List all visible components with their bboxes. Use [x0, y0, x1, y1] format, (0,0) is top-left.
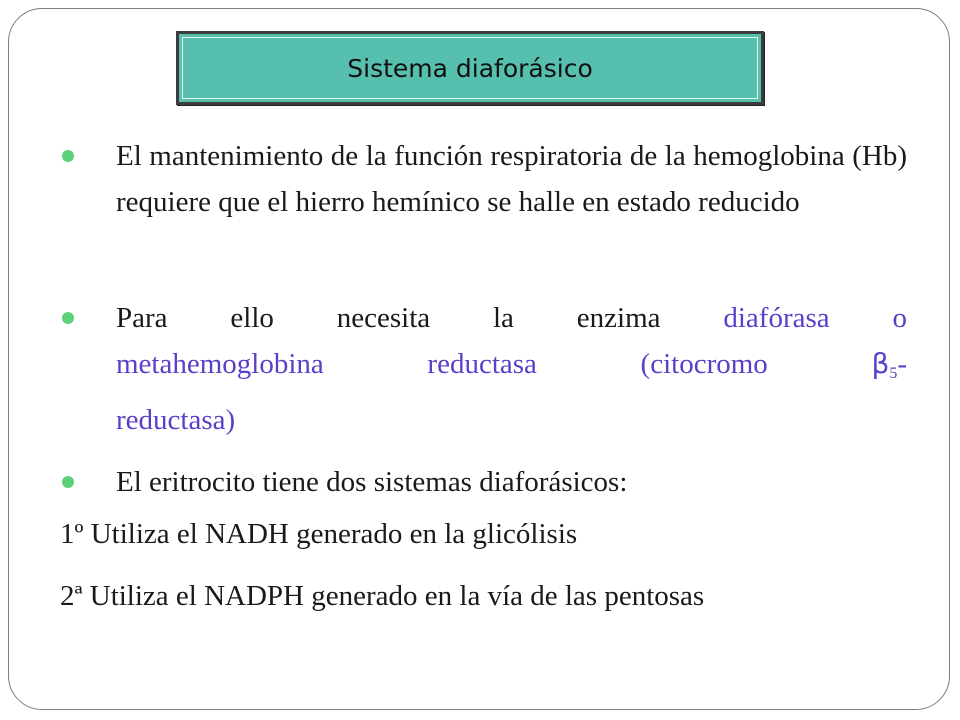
bullet-2 [116, 295, 907, 443]
slide-title: Sistema diaforásico [347, 53, 593, 83]
enzyme-metahemoglobina: metahemoglobina reductasa (citocromo [116, 348, 872, 380]
beta-subscript: 5 [889, 365, 898, 382]
bullet-dot-3 [62, 476, 74, 488]
bullet-dot-2 [62, 312, 74, 324]
beta-symbol: β [871, 347, 890, 380]
bullet-3: El eritrocito tiene dos sistemas diaforásicos: [116, 466, 628, 498]
line-nadph: 2ª Utiliza el NADPH generado en la vía de las pentosas [60, 580, 705, 612]
bullet-dot-1 [62, 150, 74, 162]
bullet-2-line-3: reductasa) [116, 404, 236, 436]
beta-dash: - [897, 348, 907, 380]
bullet-2-line-2 [116, 341, 907, 397]
title-box [176, 31, 764, 105]
enzyme-or: o [829, 302, 907, 334]
enzyme-diaforasa: diafórasa [723, 302, 830, 334]
bullet-2-line-1 [116, 295, 907, 341]
line-nadh: 1º Utiliza el NADH generado en la glicólisis [60, 518, 578, 550]
bullet-2-prefix: Para ello necesita la enzima [116, 302, 724, 334]
bullet-1: El mantenimiento de la función respiratoria de la hemoglobina (Hb) requiere que el hierro hemínico se halle en estado reducido [116, 140, 907, 218]
